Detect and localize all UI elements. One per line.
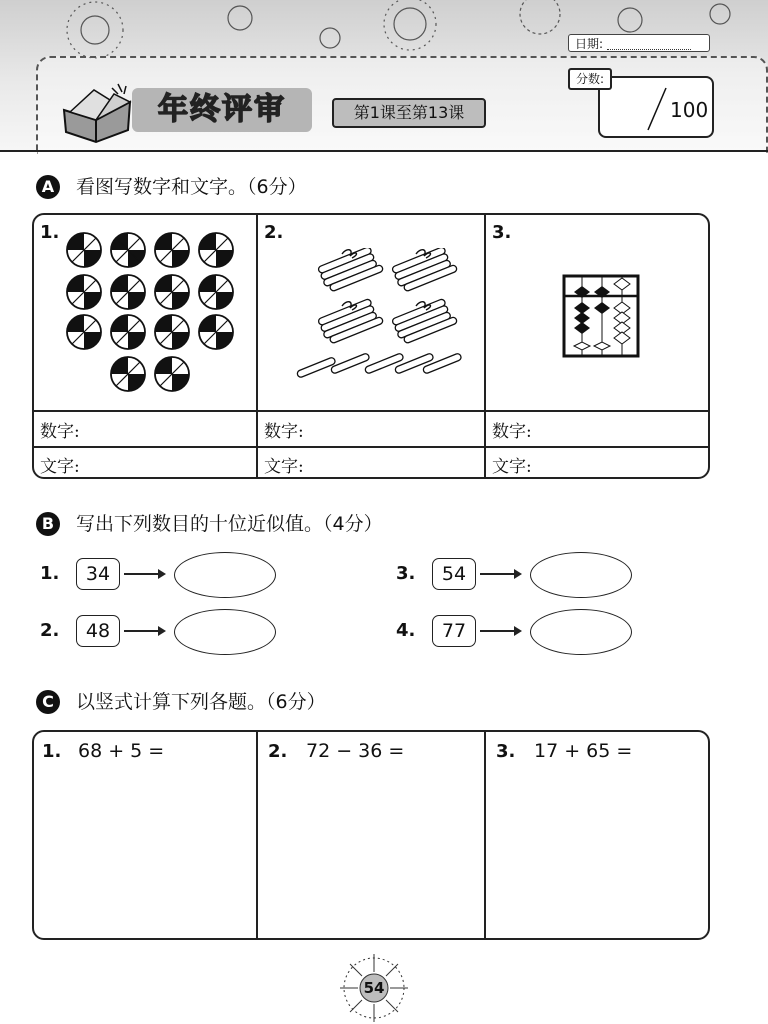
section-b-badge: B [36,512,60,536]
answer-oval[interactable] [174,552,276,598]
question-number: 1. [40,563,60,584]
divider [33,410,709,412]
section-b-title: 写出下列数目的十位近似值。（4分） [76,513,383,535]
stick-bundles-illustration [290,248,466,388]
score-total: 100 [670,98,709,122]
word-label: 文字: [264,457,304,477]
word-label: 文字: [40,457,80,477]
calc-expression: 17 + 65 = [534,740,633,762]
calc-expression: 72 − 36 = [306,740,405,762]
calc-expression: 68 + 5 = [78,740,165,762]
question-number: 3. [492,222,512,243]
section-c-title: 以竖式计算下列各题。（6分） [76,691,326,713]
arrow-right-icon [480,573,520,575]
page-number: 54 [363,979,385,997]
arrow-right-icon [124,573,164,575]
value-box: 48 [76,615,120,647]
section-c-badge: C [36,690,60,714]
question-number: 2. [264,222,284,243]
question-number: 2. [268,741,288,762]
section-a-title: 看图写数字和文字。（6分） [76,176,307,198]
answer-oval[interactable] [174,609,276,655]
divider [484,214,486,478]
value-box: 34 [76,558,120,590]
arrow-right-icon [124,630,164,632]
header-divider [0,150,768,152]
date-label: 日期: [575,37,604,51]
arrow-right-icon [480,630,520,632]
divider [33,446,709,448]
answer-oval[interactable] [530,552,632,598]
question-number: 1. [42,741,62,762]
question-number: 1. [40,222,60,243]
score-label: 分数: [568,68,612,90]
section-a-badge: A [36,175,60,199]
number-label: 数字: [492,422,532,442]
question-number: 2. [40,620,60,641]
question-number: 3. [396,563,416,584]
page-title: 年终评审 [132,88,312,132]
work-area[interactable] [486,760,708,936]
word-label: 文字: [492,457,532,477]
date-line [607,39,691,50]
value-box: 54 [432,558,476,590]
number-label: 数字: [40,422,80,442]
value-box: 77 [432,615,476,647]
beach-balls-illustration [66,230,246,396]
answer-oval[interactable] [530,609,632,655]
open-book-icon [58,80,136,146]
question-number: 3. [496,741,516,762]
abacus-illustration [560,272,642,362]
date-field[interactable] [568,34,710,52]
lesson-range: 第1课至第13课 [332,98,486,128]
question-number: 4. [396,620,416,641]
work-area[interactable] [258,760,482,936]
work-area[interactable] [34,760,254,936]
number-label: 数字: [264,422,304,442]
divider [256,214,258,478]
